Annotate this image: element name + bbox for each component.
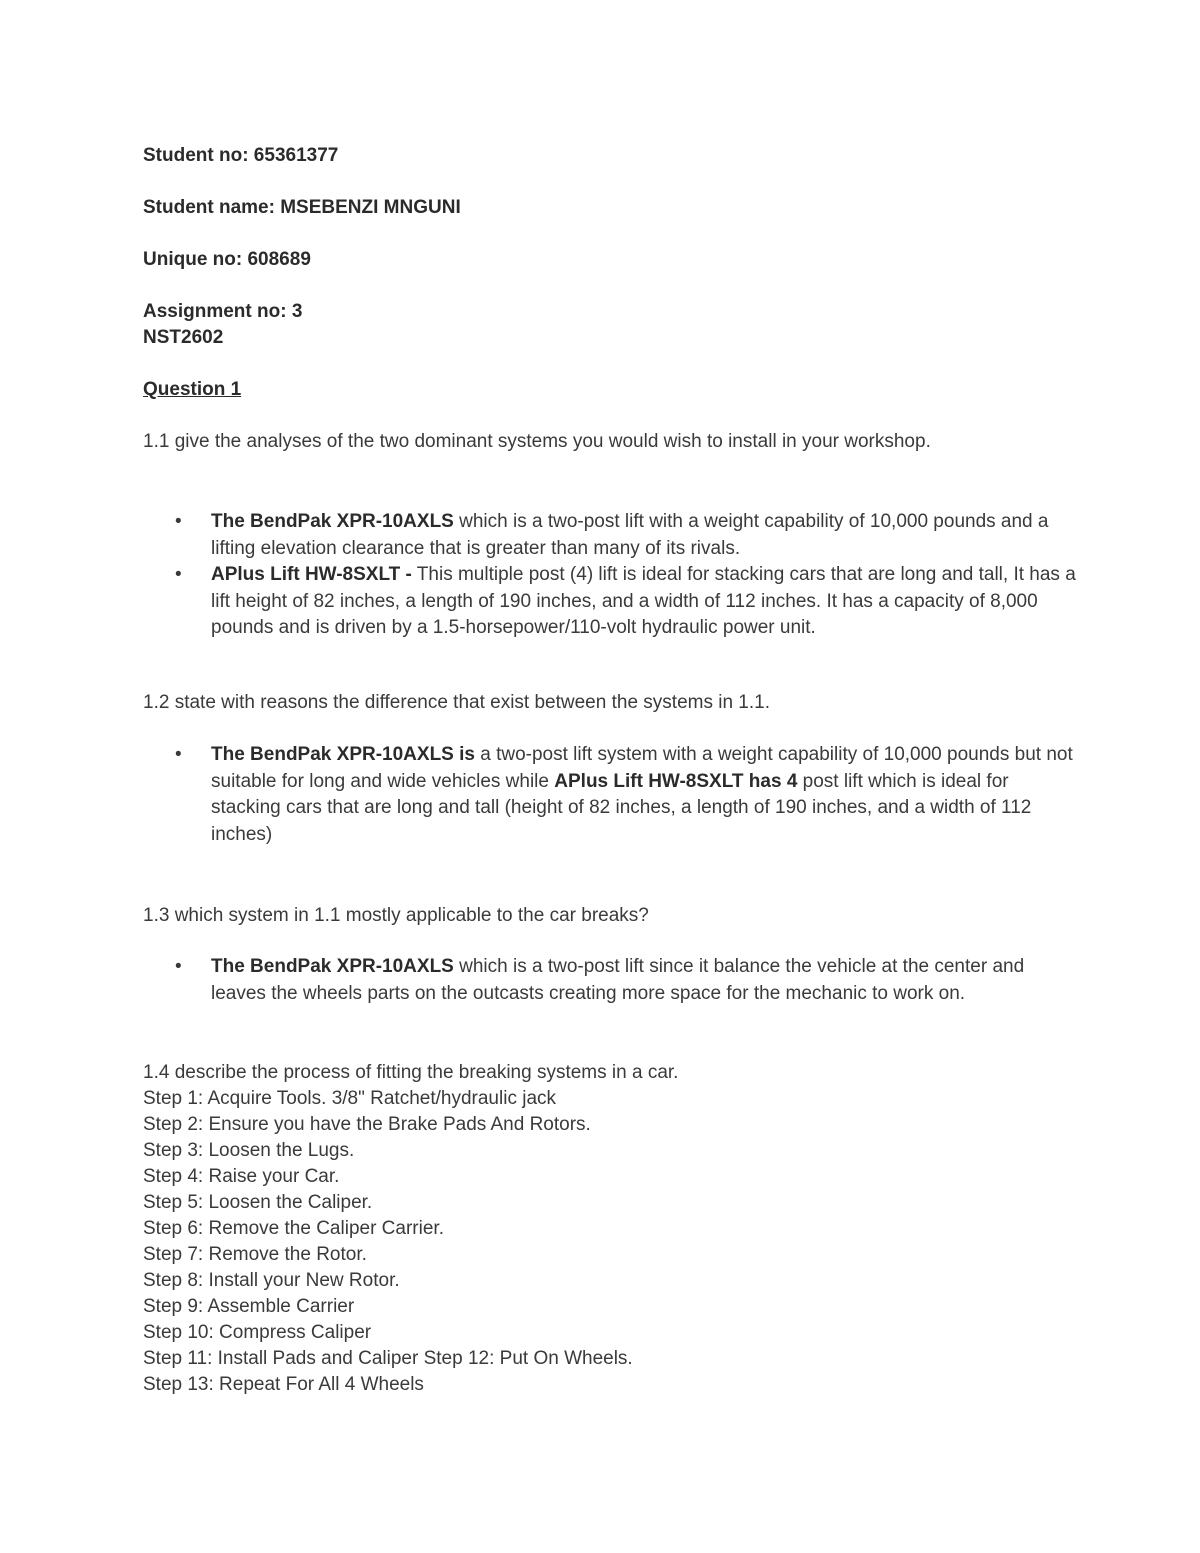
step-2: Step 2: Ensure you have the Brake Pads And Rotors.	[143, 1114, 591, 1135]
q13-bullet-text: which is a two-post lift since it balance the vehicle at the center and leaves the wheels parts on the outcasts creating more space for the mechanic to work on.	[211, 956, 1025, 1004]
q14-prompt: 1.4 describe the process of fitting the breaking systems in a car.	[143, 1062, 679, 1083]
step-1: Step 1: Acquire Tools. 3/8" Ratchet/hydraulic jack	[143, 1088, 557, 1109]
step-5: Step 5: Loosen the Caliper.	[143, 1192, 373, 1213]
q11-bullet-1-text: which is a two-post lift with a weight capability of 10,000 pounds and a lifting elevation clearance that is greater than many of its rivals.	[211, 511, 1049, 559]
step-10: Step 10: Compress Caliper	[143, 1322, 372, 1343]
q11-bullet-1-bold: The BendPak XPR-10AXLS	[211, 511, 454, 532]
student-name: Student name: MSEBENZI MNGUNI	[143, 197, 461, 218]
q11-bullet-2-text: This multiple post (4) lift is ideal for stacking cars that are long and tall, It has a lift height of 82 inches, a length of 190 inches, and a width of 112 inches. It has a capacity of 8,000 pounds and is driven by a 1.5-horsepower/110-volt hydraulic power unit.	[211, 564, 1076, 638]
unique-number: Unique no: 608689	[143, 249, 311, 270]
q12-bullet-text-2: post lift which is ideal for stacking cars that are long and tall (height of 82 inches, a length of 190 inches, and a width of 112 inches)	[211, 770, 1032, 845]
step-9: Step 9: Assemble Carrier	[143, 1296, 355, 1317]
step-13: Step 13: Repeat For All 4 Wheels	[143, 1374, 424, 1395]
q11-bullet-list	[143, 509, 1083, 642]
q13-prompt: 1.3 which system in 1.1 mostly applicable to the car breaks?	[143, 905, 649, 926]
step-8: Step 8: Install your New Rotor.	[143, 1270, 400, 1291]
q13-bullet-bold: The BendPak XPR-10AXLS	[211, 956, 454, 977]
q11-prompt: 1.1 give the analyses of the two dominant systems you would wish to install in your workshop.	[143, 431, 931, 452]
assignment-number: Assignment no: 3	[143, 301, 303, 322]
step-3: Step 3: Loosen the Lugs.	[143, 1140, 355, 1161]
q12-bullet-bold-2: APlus Lift HW-8SXLT has 4	[554, 770, 798, 792]
q11-bullet-2	[143, 562, 1083, 642]
q12-bullet	[143, 742, 1083, 848]
step-6: Step 6: Remove the Caliper Carrier.	[143, 1218, 444, 1239]
course-code: NST2602	[143, 327, 224, 348]
q12-prompt: 1.2 state with reasons the difference that exist between the systems in 1.1.	[143, 692, 770, 713]
q11-bullet-2-bold: APlus Lift HW-8SXLT -	[211, 564, 412, 585]
student-number: Student no: 65361377	[143, 145, 339, 166]
step-4: Step 4: Raise your Car.	[143, 1166, 340, 1187]
step-7: Step 7: Remove the Rotor.	[143, 1244, 367, 1265]
q12-bullet-text-1: a two-post lift system with a weight capability of 10,000 pounds but not suitable for long and wide vehicles while	[211, 744, 1073, 792]
q14-step-list	[143, 1086, 1063, 1398]
q11-bullet-1	[143, 509, 1083, 562]
question-title: Question 1	[143, 379, 242, 400]
q13-bullet-list	[143, 954, 1083, 1007]
q12-bullet-list	[143, 742, 1083, 848]
q13-bullet	[143, 954, 1083, 1007]
q12-bullet-bold-1: The BendPak XPR-10AXLS is	[211, 744, 475, 765]
step-11-12: Step 11: Install Pads and Caliper Step 12: Put On Wheels.	[143, 1348, 633, 1369]
